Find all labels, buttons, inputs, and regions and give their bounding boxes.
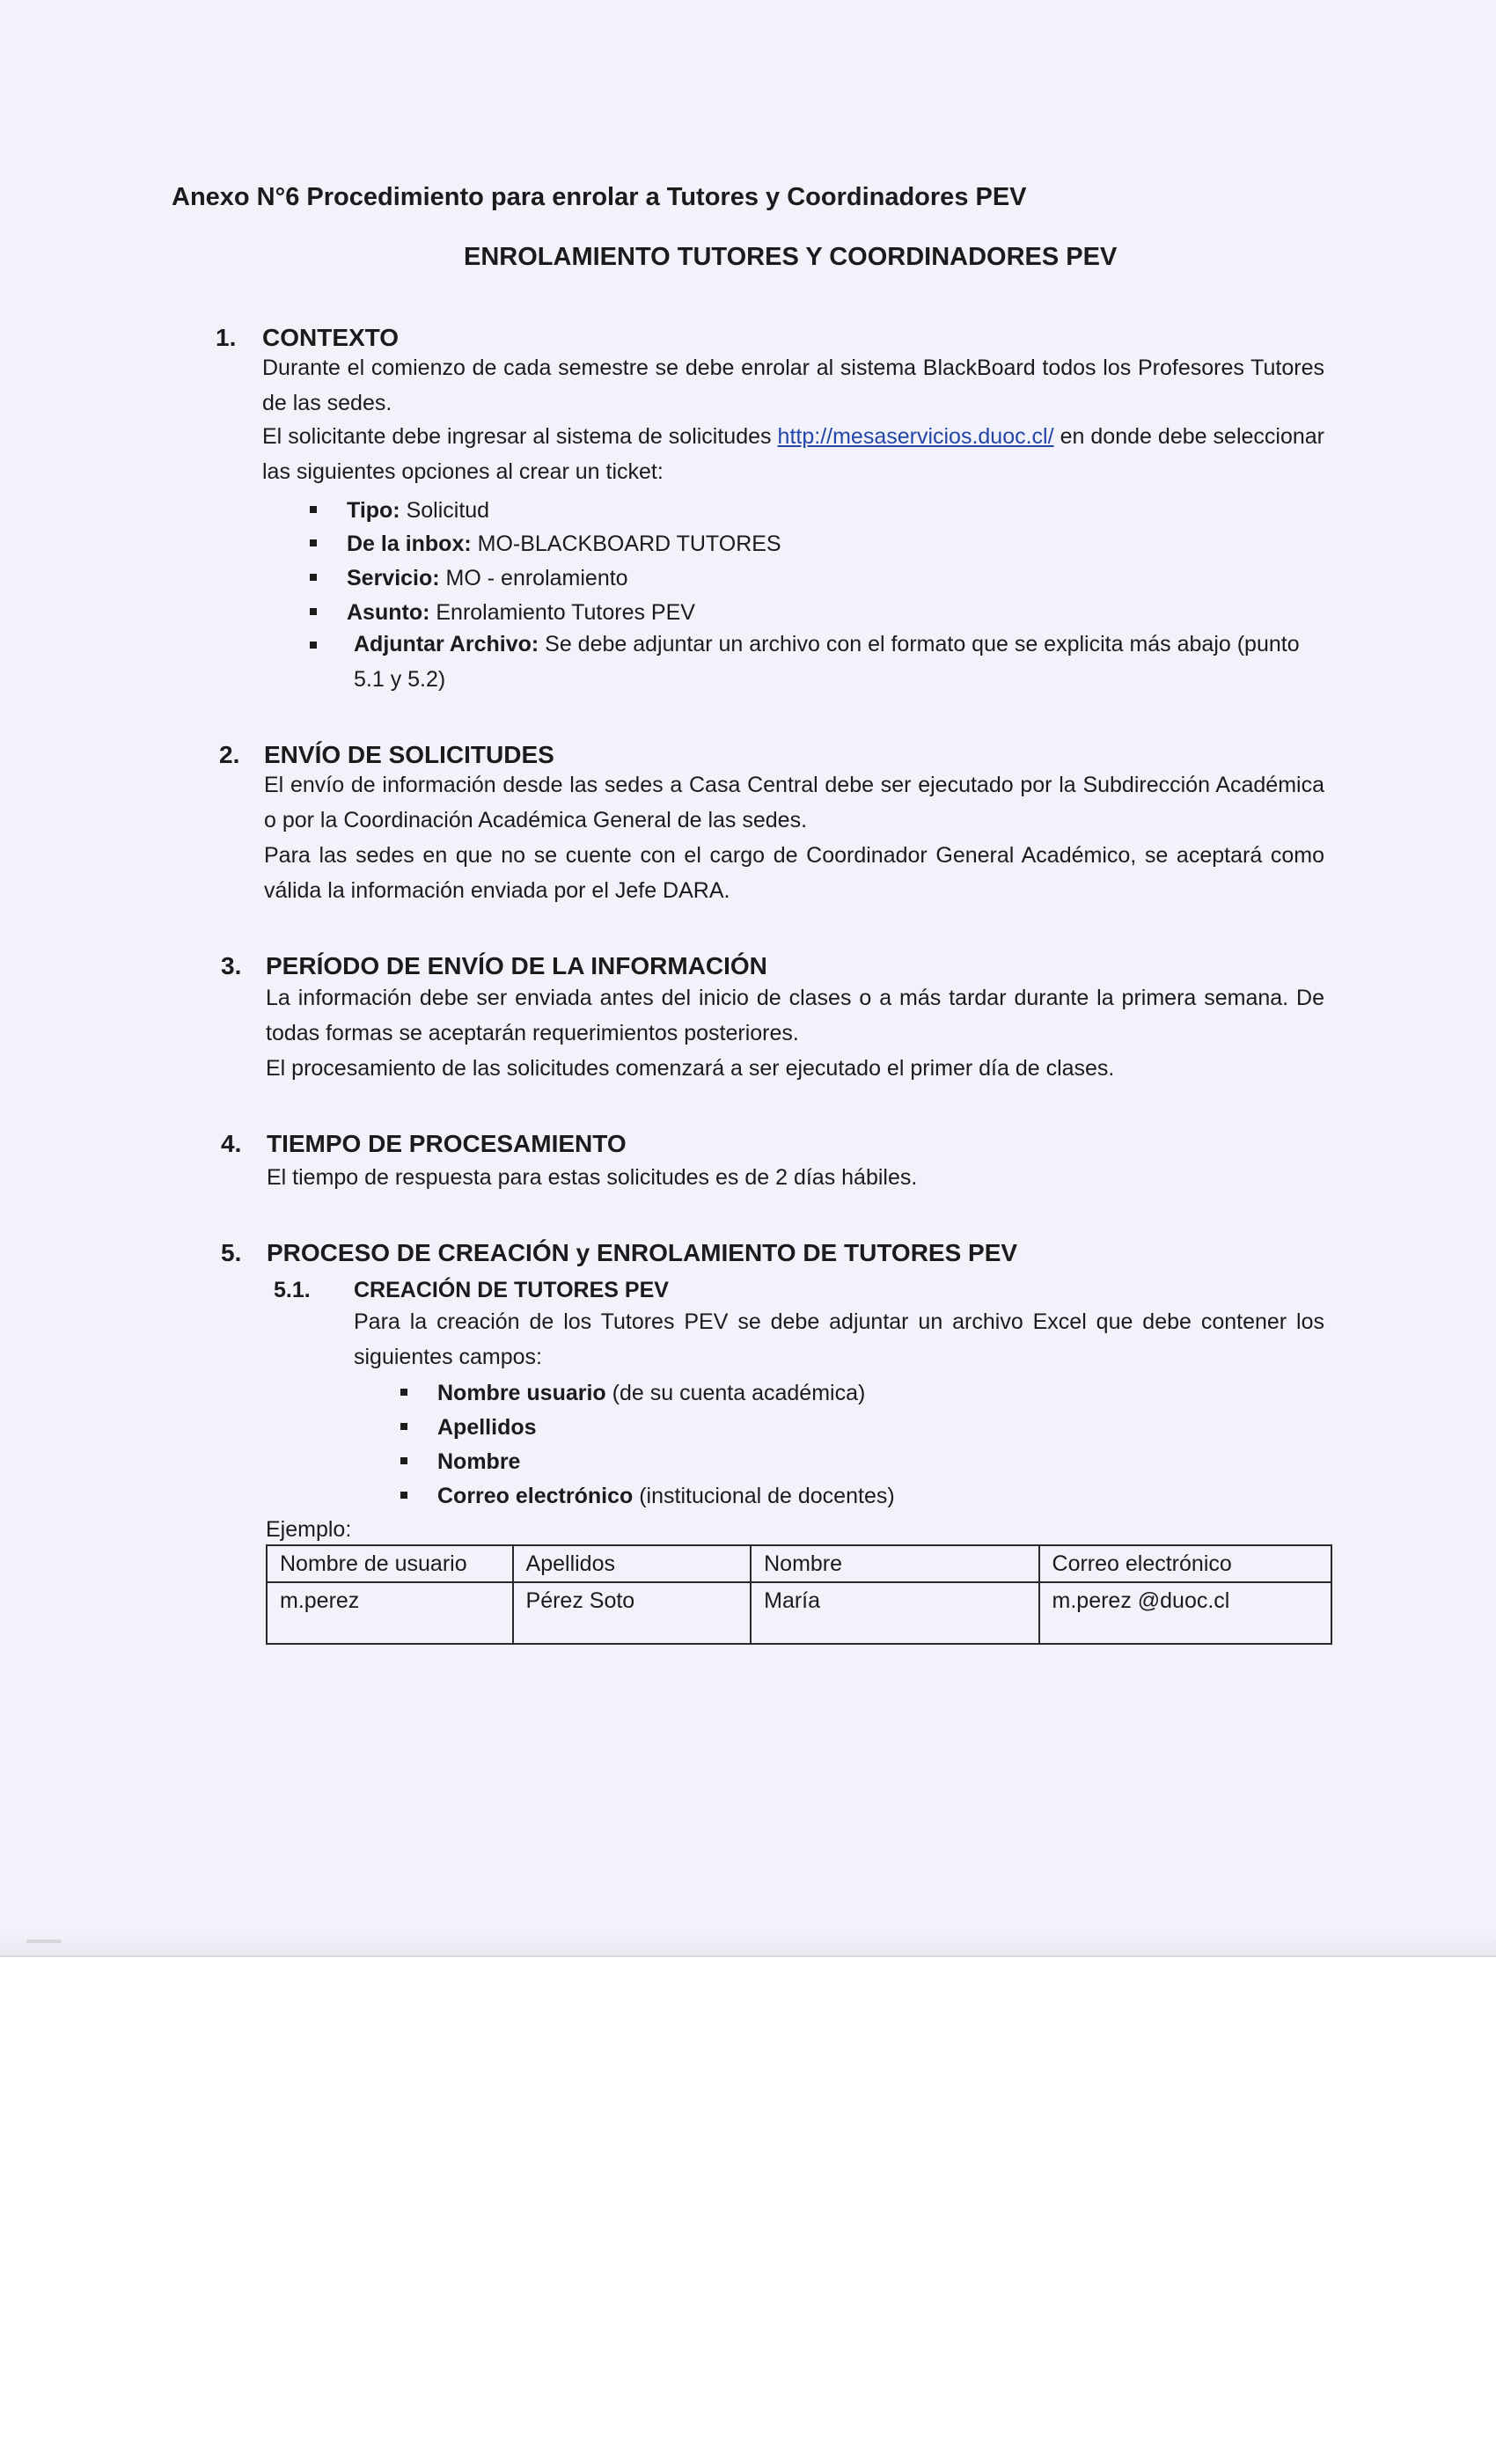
bullet-icon	[310, 506, 317, 513]
section-2-number: 2.	[219, 741, 240, 768]
section-1-number: 1.	[216, 324, 237, 351]
table-header-cell: Apellidos	[513, 1545, 752, 1582]
list-item	[400, 1478, 895, 1514]
bullet-icon	[400, 1492, 407, 1499]
document-title: ENROLAMIENTO TUTORES Y COORDINADORES PEV	[464, 243, 1118, 271]
table-header-cell: Correo electrónico	[1039, 1545, 1331, 1582]
item-label: Adjuntar Archivo:	[354, 632, 539, 656]
item-value: Se debe adjuntar un archivo con el formato que se explicita más abajo (punto 5.1 y 5.2)	[354, 632, 1300, 692]
list-item	[310, 595, 695, 630]
item-value: MO - enrolamiento	[439, 566, 628, 590]
item-value: (institucional de docentes)	[633, 1484, 895, 1508]
list-item-text	[354, 627, 1324, 697]
section-4-paragraph-1: El tiempo de respuesta para estas solicitudes es de 2 días hábiles.	[267, 1165, 918, 1190]
scan-bottom-edge	[0, 1932, 1496, 1957]
scan-mark	[26, 1940, 62, 1943]
bullet-icon	[310, 574, 317, 581]
item-label: Tipo:	[347, 498, 400, 523]
bullet-icon	[400, 1389, 407, 1396]
item-label: Asunto:	[347, 600, 430, 625]
item-label: Apellidos	[437, 1415, 537, 1440]
section-3-number: 3.	[221, 952, 242, 979]
bullet-icon	[400, 1457, 407, 1464]
table-header-cell: Nombre de usuario	[267, 1545, 513, 1582]
annex-title: Anexo N°6 Procedimiento para enrolar a Tutores y Coordinadores PEV	[172, 183, 1027, 211]
item-label: Servicio:	[347, 566, 440, 590]
list-item	[310, 493, 489, 528]
section-1-paragraph-2-text: El solicitante debe ingresar al sistema de solicitudes	[262, 424, 778, 449]
list-item	[310, 526, 781, 561]
mesaservicios-link[interactable]: http://mesaservicios.duoc.cl/	[777, 424, 1054, 449]
subsection-number: 5.1.	[274, 1278, 311, 1302]
item-label: De la inbox:	[347, 532, 472, 556]
item-label: Nombre usuario	[437, 1381, 606, 1405]
example-label: Ejemplo:	[266, 1517, 352, 1542]
table-cell: Pérez Soto	[513, 1582, 752, 1644]
item-value: MO-BLACKBOARD TUTORES	[471, 532, 781, 556]
section-1-paragraph-1: Durante el comienzo de cada semestre se debe enrolar al sistema BlackBoard todos los Profesores Tutores de las sedes.	[262, 356, 1324, 415]
list-item	[400, 1410, 537, 1445]
subsection-heading: CREACIÓN DE TUTORES PEV	[354, 1278, 669, 1302]
section-1-paragraph-2-rest: en donde debe seleccionar las siguientes opciones al crear un ticket:	[262, 424, 1324, 484]
section-3-heading: PERÍODO DE ENVÍO DE LA INFORMACIÓN	[266, 952, 767, 979]
bullet-icon	[400, 1423, 407, 1430]
table-header-cell: Nombre	[751, 1545, 1038, 1582]
section-4-number: 4.	[221, 1130, 242, 1157]
section-5-number: 5.	[221, 1239, 242, 1266]
section-1-heading: CONTEXTO	[262, 324, 400, 351]
table-cell: María	[751, 1582, 1038, 1644]
bullet-icon	[310, 608, 317, 615]
list-item	[400, 1375, 865, 1411]
example-table	[266, 1544, 1332, 1645]
item-value: Solicitud	[400, 498, 490, 523]
section-5-heading: PROCESO DE CREACIÓN y ENROLAMIENTO DE TUTORES PEV	[267, 1239, 1018, 1266]
bullet-icon	[310, 539, 317, 546]
table-row	[267, 1582, 1331, 1644]
item-value: Enrolamiento Tutores PEV	[429, 600, 695, 625]
section-2-paragraph-2: Para las sedes en que no se cuente con el cargo de Coordinador General Académico, se aceptará como válida la información enviada por el Jefe DARA.	[264, 843, 1324, 903]
table-header-row	[267, 1545, 1331, 1582]
list-item	[400, 1444, 520, 1479]
subsection-paragraph: Para la creación de los Tutores PEV se debe adjuntar un archivo Excel que debe contener los siguientes campos:	[354, 1309, 1324, 1369]
item-label: Correo electrónico	[437, 1484, 634, 1508]
section-2-paragraph-1: El envío de información desde las sedes a Casa Central debe ser ejecutado por la Subdirección Académica o por la Coordinación Académica General de las sedes.	[264, 773, 1324, 832]
table-cell: m.perez @duoc.cl	[1039, 1582, 1331, 1644]
section-3-paragraph-1: La información debe ser enviada antes del inicio de clases o a más tardar durante la primera semana. De todas formas se aceptarán requerimientos posteriores.	[266, 986, 1324, 1045]
bullet-icon	[310, 642, 317, 649]
section-3-paragraph-2: El procesamiento de las solicitudes comenzará a ser ejecutado el primer día de clases.	[266, 1056, 1115, 1081]
item-value: (de su cuenta académica)	[605, 1381, 866, 1405]
section-4-heading: TIEMPO DE PROCESAMIENTO	[267, 1130, 627, 1157]
item-label: Nombre	[437, 1449, 521, 1474]
list-item	[310, 628, 347, 664]
table-cell: m.perez	[267, 1582, 513, 1644]
section-2-heading: ENVÍO DE SOLICITUDES	[264, 741, 554, 768]
section-1-paragraph-2	[262, 419, 1324, 489]
list-item	[310, 561, 628, 596]
